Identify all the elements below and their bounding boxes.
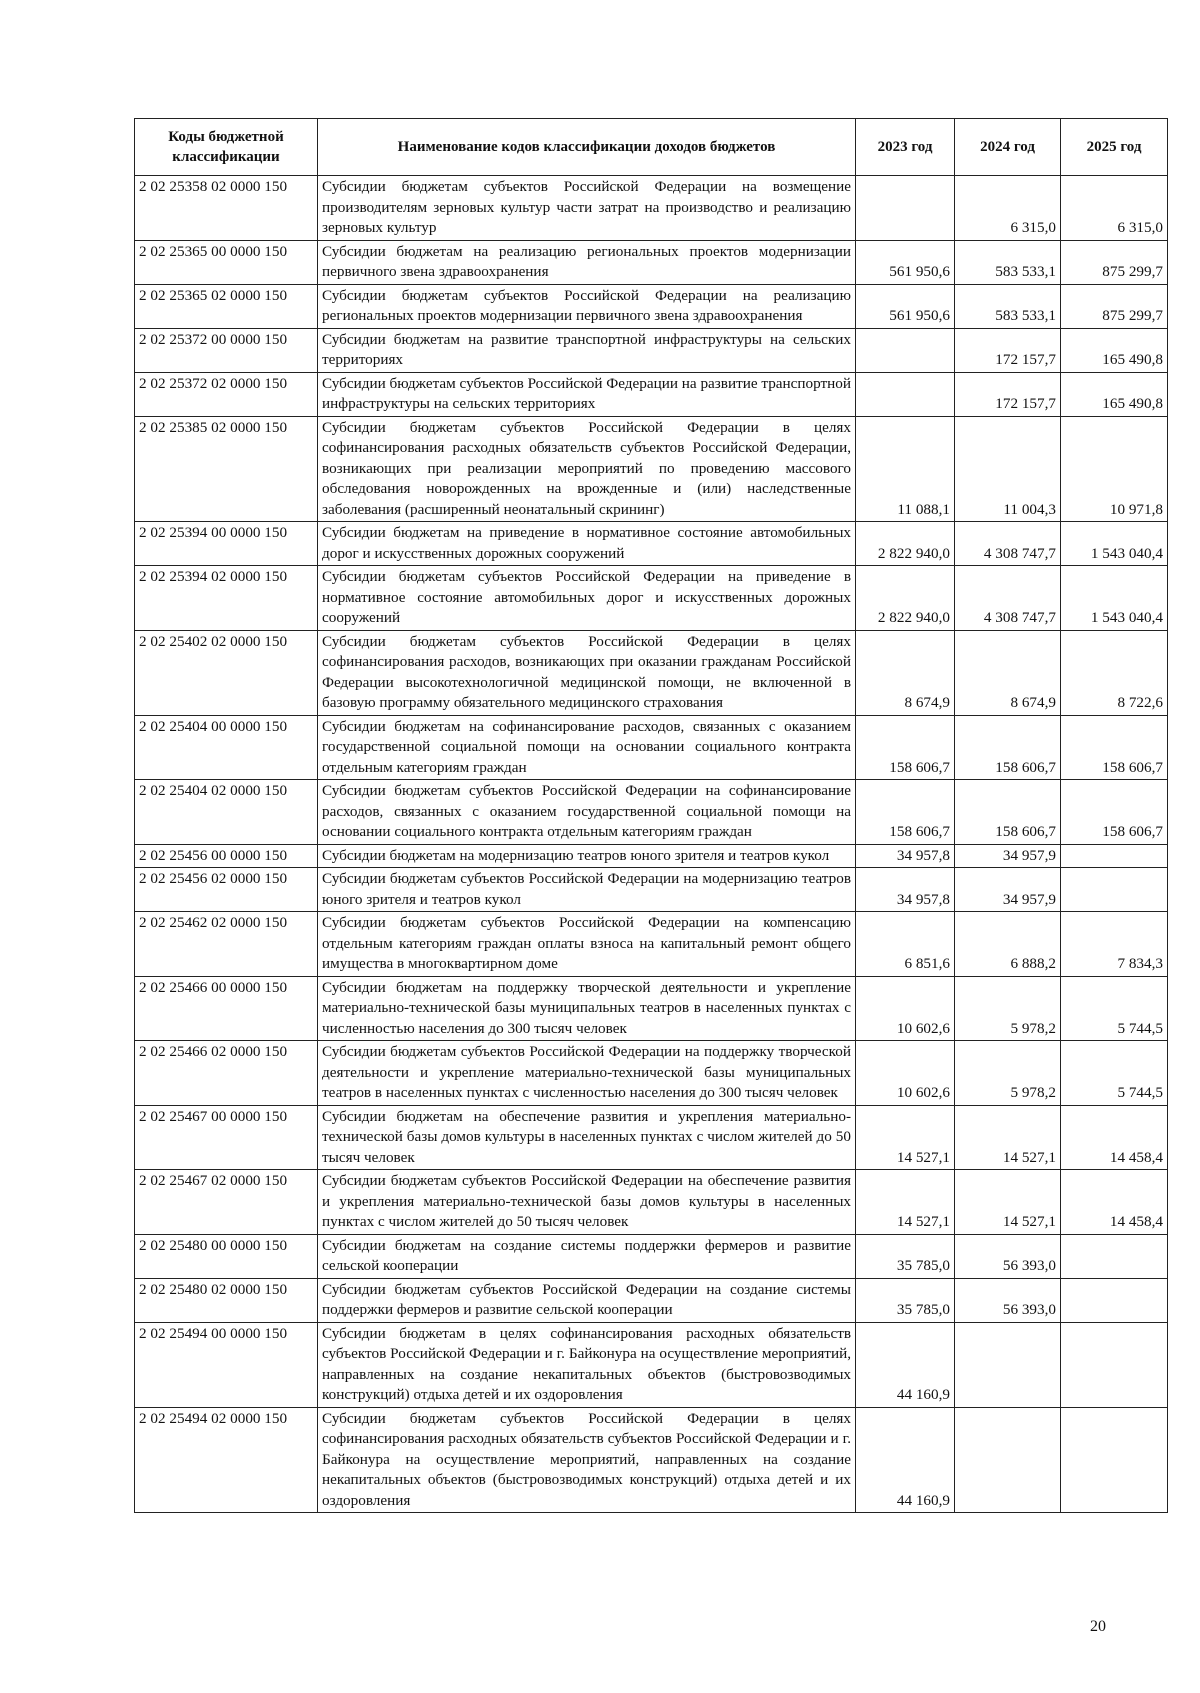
value-2023-cell: 10 602,6: [856, 1041, 955, 1106]
name-cell: Субсидии бюджетам на обеспечение развития и укрепления материально-технической базы домов культуры в населенных пунктах с числом жителей до 50 тысяч человек: [318, 1105, 856, 1170]
value-2024-cell: 5 978,2: [955, 976, 1061, 1041]
code-cell: 2 02 25402 02 0000 150: [135, 630, 318, 715]
value-2024-cell: 14 527,1: [955, 1105, 1061, 1170]
code-cell: 2 02 25462 02 0000 150: [135, 912, 318, 977]
value-2025-cell: 165 490,8: [1061, 372, 1168, 416]
value-2025-cell: 1 543 040,4: [1061, 522, 1168, 566]
table-row: [135, 416, 1168, 522]
value-2023-cell: 10 602,6: [856, 976, 955, 1041]
table-row: [135, 630, 1168, 715]
value-2025-cell: [1061, 1322, 1168, 1407]
value-2023-cell: 44 160,9: [856, 1407, 955, 1513]
value-2023-cell: [856, 328, 955, 372]
code-cell: 2 02 25466 02 0000 150: [135, 1041, 318, 1106]
value-2023-cell: 158 606,7: [856, 715, 955, 780]
value-2023-cell: 6 851,6: [856, 912, 955, 977]
header-2024: 2024 год: [955, 119, 1061, 176]
name-cell: Субсидии бюджетам в целях софинансирования расходных обязательств субъектов Российской Федерации и г. Байконура на осуществление мероприятий, направленных на создание некапитальных объектов (быстровозводимых конструкций) отдыха детей и их оздоровления: [318, 1322, 856, 1407]
value-2025-cell: [1061, 1278, 1168, 1322]
value-2024-cell: 8 674,9: [955, 630, 1061, 715]
code-cell: 2 02 25467 02 0000 150: [135, 1170, 318, 1235]
table-row: [135, 176, 1168, 241]
table-row: [135, 780, 1168, 845]
table-row: [135, 1041, 1168, 1106]
name-cell: Субсидии бюджетам субъектов Российской Федерации на обеспечение развития и укрепления материально-технической базы домов культуры в населенных пунктах с числом жителей до 50 тысяч человек: [318, 1170, 856, 1235]
value-2025-cell: [1061, 1234, 1168, 1278]
value-2024-cell: 34 957,9: [955, 868, 1061, 912]
table-row: [135, 566, 1168, 631]
code-cell: 2 02 25404 02 0000 150: [135, 780, 318, 845]
value-2024-cell: 6 888,2: [955, 912, 1061, 977]
table-row: [135, 868, 1168, 912]
value-2023-cell: 8 674,9: [856, 630, 955, 715]
table-row: [135, 844, 1168, 868]
table-header-row: [135, 119, 1168, 176]
value-2023-cell: 561 950,6: [856, 284, 955, 328]
name-cell: Субсидии бюджетам субъектов Российской Федерации на приведение в нормативное состояние автомобильных дорог и искусственных дорожных сооружений: [318, 566, 856, 631]
code-cell: 2 02 25365 00 0000 150: [135, 240, 318, 284]
name-cell: Субсидии бюджетам субъектов Российской Федерации в целях софинансирования расходных обязательств субъектов Российской Федерации и г. Байконура на осуществление мероприятий, направленных на создание некапитальных объектов (быстровозводимых конструкций) отдыха детей и их оздоровления: [318, 1407, 856, 1513]
value-2025-cell: 6 315,0: [1061, 176, 1168, 241]
value-2024-cell: 6 315,0: [955, 176, 1061, 241]
table-row: [135, 912, 1168, 977]
budget-revenue-table: [134, 118, 1168, 1513]
value-2025-cell: 1 543 040,4: [1061, 566, 1168, 631]
value-2024-cell: 34 957,9: [955, 844, 1061, 868]
table-row: [135, 1322, 1168, 1407]
table-row: [135, 372, 1168, 416]
code-cell: 2 02 25480 02 0000 150: [135, 1278, 318, 1322]
value-2023-cell: 561 950,6: [856, 240, 955, 284]
code-cell: 2 02 25372 00 0000 150: [135, 328, 318, 372]
table-row: [135, 284, 1168, 328]
value-2024-cell: [955, 1407, 1061, 1513]
name-cell: Субсидии бюджетам субъектов Российской Федерации на модернизацию театров юного зрителя и театров кукол: [318, 868, 856, 912]
value-2024-cell: 158 606,7: [955, 780, 1061, 845]
header-2023: 2023 год: [856, 119, 955, 176]
value-2023-cell: [856, 176, 955, 241]
code-cell: 2 02 25385 02 0000 150: [135, 416, 318, 522]
code-cell: 2 02 25394 00 0000 150: [135, 522, 318, 566]
header-2025: 2025 год: [1061, 119, 1168, 176]
name-cell: Субсидии бюджетам на развитие транспортной инфраструктуры на сельских территориях: [318, 328, 856, 372]
name-cell: Субсидии бюджетам субъектов Российской Федерации на создание системы поддержки фермеров и развитие сельской кооперации: [318, 1278, 856, 1322]
value-2024-cell: 56 393,0: [955, 1278, 1061, 1322]
value-2025-cell: 14 458,4: [1061, 1170, 1168, 1235]
table-row: [135, 328, 1168, 372]
value-2025-cell: [1061, 868, 1168, 912]
value-2024-cell: 14 527,1: [955, 1170, 1061, 1235]
header-code: Коды бюджетной классификации: [135, 119, 318, 176]
value-2025-cell: 875 299,7: [1061, 240, 1168, 284]
name-cell: Субсидии бюджетам субъектов Российской Федерации на компенсацию отдельным категориям граждан оплаты взноса на капитальный ремонт общего имущества в многоквартирном доме: [318, 912, 856, 977]
value-2025-cell: [1061, 1407, 1168, 1513]
name-cell: Субсидии бюджетам субъектов Российской Федерации в целях софинансирования расходов, возникающих при оказании гражданам Российской Федерации высокотехнологичной медицинской помощи, не включенной в базовую программу обязательного медицинского страхования: [318, 630, 856, 715]
table-row: [135, 1170, 1168, 1235]
value-2025-cell: [1061, 844, 1168, 868]
table-row: [135, 1278, 1168, 1322]
value-2023-cell: 44 160,9: [856, 1322, 955, 1407]
name-cell: Субсидии бюджетам субъектов Российской Федерации на реализацию региональных проектов модернизации первичного звена здравоохранения: [318, 284, 856, 328]
code-cell: 2 02 25404 00 0000 150: [135, 715, 318, 780]
code-cell: 2 02 25456 02 0000 150: [135, 868, 318, 912]
name-cell: Субсидии бюджетам субъектов Российской Федерации на поддержку творческой деятельности и укрепление материально-технической базы муниципальных театров в населенных пунктах с численностью населения до 300 тысяч человек: [318, 1041, 856, 1106]
table-body: [135, 176, 1168, 1513]
code-cell: 2 02 25494 00 0000 150: [135, 1322, 318, 1407]
value-2024-cell: 158 606,7: [955, 715, 1061, 780]
value-2023-cell: 35 785,0: [856, 1234, 955, 1278]
table-row: [135, 240, 1168, 284]
table-row: [135, 715, 1168, 780]
value-2023-cell: 14 527,1: [856, 1170, 955, 1235]
header-name: Наименование кодов классификации доходов бюджетов: [318, 119, 856, 176]
code-cell: 2 02 25394 02 0000 150: [135, 566, 318, 631]
value-2023-cell: 11 088,1: [856, 416, 955, 522]
code-cell: 2 02 25480 00 0000 150: [135, 1234, 318, 1278]
name-cell: Субсидии бюджетам субъектов Российской Федерации в целях софинансирования расходных обязательств субъектов Российской Федерации, возникающих при реализации мероприятий по проведению массового обследования новорожденных на врожденные и (или) наследственные заболевания (расширенный неонатальный скрининг): [318, 416, 856, 522]
value-2024-cell: 4 308 747,7: [955, 566, 1061, 631]
value-2024-cell: 172 157,7: [955, 328, 1061, 372]
value-2023-cell: 35 785,0: [856, 1278, 955, 1322]
table-row: [135, 1105, 1168, 1170]
value-2025-cell: 5 744,5: [1061, 976, 1168, 1041]
table-row: [135, 522, 1168, 566]
name-cell: Субсидии бюджетам на создание системы поддержки фермеров и развитие сельской кооперации: [318, 1234, 856, 1278]
value-2025-cell: 14 458,4: [1061, 1105, 1168, 1170]
value-2024-cell: 5 978,2: [955, 1041, 1061, 1106]
name-cell: Субсидии бюджетам на модернизацию театров юного зрителя и театров кукол: [318, 844, 856, 868]
value-2024-cell: 583 533,1: [955, 284, 1061, 328]
name-cell: Субсидии бюджетам субъектов Российской Федерации на возмещение производителям зерновых культур части затрат на производство и реализацию зерновых культур: [318, 176, 856, 241]
value-2024-cell: 56 393,0: [955, 1234, 1061, 1278]
value-2024-cell: 172 157,7: [955, 372, 1061, 416]
code-cell: 2 02 25358 02 0000 150: [135, 176, 318, 241]
code-cell: 2 02 25467 00 0000 150: [135, 1105, 318, 1170]
value-2025-cell: 5 744,5: [1061, 1041, 1168, 1106]
value-2023-cell: 34 957,8: [856, 844, 955, 868]
value-2025-cell: 165 490,8: [1061, 328, 1168, 372]
value-2024-cell: 11 004,3: [955, 416, 1061, 522]
value-2025-cell: 875 299,7: [1061, 284, 1168, 328]
name-cell: Субсидии бюджетам на приведение в нормативное состояние автомобильных дорог и искусственных дорожных сооружений: [318, 522, 856, 566]
value-2024-cell: 4 308 747,7: [955, 522, 1061, 566]
table-row: [135, 1234, 1168, 1278]
name-cell: Субсидии бюджетам на реализацию региональных проектов модернизации первичного звена здравоохранения: [318, 240, 856, 284]
value-2025-cell: 158 606,7: [1061, 780, 1168, 845]
code-cell: 2 02 25456 00 0000 150: [135, 844, 318, 868]
value-2023-cell: 14 527,1: [856, 1105, 955, 1170]
value-2023-cell: 34 957,8: [856, 868, 955, 912]
value-2023-cell: 2 822 940,0: [856, 566, 955, 631]
value-2024-cell: 583 533,1: [955, 240, 1061, 284]
value-2024-cell: [955, 1322, 1061, 1407]
code-cell: 2 02 25365 02 0000 150: [135, 284, 318, 328]
value-2023-cell: 158 606,7: [856, 780, 955, 845]
name-cell: Субсидии бюджетам на поддержку творческой деятельности и укрепление материально-технической базы муниципальных театров в населенных пунктах с численностью населения до 300 тысяч человек: [318, 976, 856, 1041]
code-cell: 2 02 25494 02 0000 150: [135, 1407, 318, 1513]
name-cell: Субсидии бюджетам на софинансирование расходов, связанных с оказанием государственной социальной помощи на основании социального контракта отдельным категориям граждан: [318, 715, 856, 780]
value-2025-cell: 7 834,3: [1061, 912, 1168, 977]
value-2025-cell: 8 722,6: [1061, 630, 1168, 715]
table-row: [135, 976, 1168, 1041]
name-cell: Субсидии бюджетам субъектов Российской Федерации на развитие транспортной инфраструктуры на сельских территориях: [318, 372, 856, 416]
code-cell: 2 02 25466 00 0000 150: [135, 976, 318, 1041]
value-2023-cell: [856, 372, 955, 416]
table-row: [135, 1407, 1168, 1513]
code-cell: 2 02 25372 02 0000 150: [135, 372, 318, 416]
value-2025-cell: 10 971,8: [1061, 416, 1168, 522]
page-number: 20: [1090, 1618, 1106, 1635]
value-2025-cell: 158 606,7: [1061, 715, 1168, 780]
name-cell: Субсидии бюджетам субъектов Российской Федерации на софинансирование расходов, связанных с оказанием государственной социальной помощи на основании социального контракта отдельным категориям граждан: [318, 780, 856, 845]
value-2023-cell: 2 822 940,0: [856, 522, 955, 566]
